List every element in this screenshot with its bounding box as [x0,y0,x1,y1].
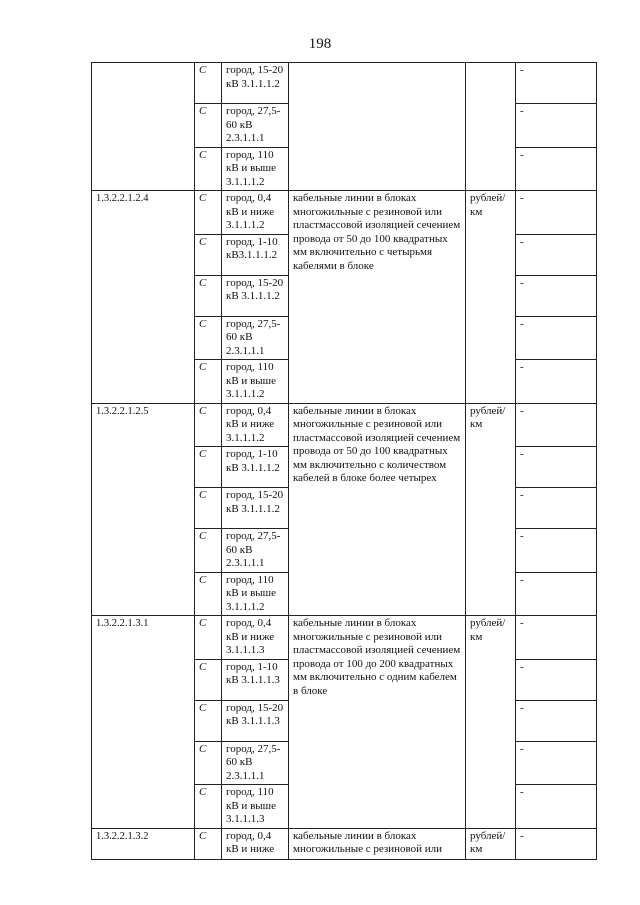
category-letter-cell: С [195,316,222,360]
category-letter-cell: С [195,700,222,741]
category-letter-cell: С [195,147,222,191]
tariff-code-cell: 1.3.2.2.1.2.5 [92,403,195,616]
category-letter-cell: С [195,275,222,316]
voltage-class-cell: город, 110 кВ и выше 3.1.1.1.2 [222,147,289,191]
voltage-class-cell: город, 15-20 кВ 3.1.1.1.2 [222,488,289,529]
category-letter-cell: С [195,447,222,488]
category-letter-cell: С [195,741,222,785]
category-letter-cell: С [195,659,222,700]
category-letter-cell: С [195,488,222,529]
voltage-class-cell: город, 27,5-60 кВ 2.3.1.1.1 [222,316,289,360]
category-letter-cell: С [195,572,222,616]
rate-value-cell: - [516,659,597,700]
line-description-cell: кабельные линии в блоках многожильные с резиновой или [289,828,466,859]
rate-value-cell: - [516,316,597,360]
voltage-class-cell: город, 1-10 кВ3.1.1.1.2 [222,234,289,275]
rate-value-cell: - [516,785,597,829]
voltage-class-cell: город, 1-10 кВ 3.1.1.1.2 [222,447,289,488]
page-number: 198 [308,36,332,52]
unit-cell: рублей/км [466,191,516,404]
voltage-class-cell: город, 0,4 кВ и ниже 3.1.1.1.2 [222,403,289,447]
category-letter-cell: С [195,191,222,235]
tariff-table-body [92,63,597,860]
unit-cell [466,63,516,191]
category-letter-cell: С [195,63,222,104]
category-letter-cell: С [195,360,222,404]
rate-value-cell: - [516,275,597,316]
table-row [92,616,597,660]
tariff-table [91,62,597,860]
rate-value-cell: - [516,828,597,859]
category-letter-cell: С [195,104,222,148]
tariff-code-cell: 1.3.2.2.1.3.1 [92,616,195,829]
unit-cell: рублей/км [466,828,516,859]
rate-value-cell: - [516,616,597,660]
voltage-class-cell: город, 27,5-60 кВ 2.3.1.1.1 [222,529,289,573]
rate-value-cell: - [516,488,597,529]
voltage-class-cell: город, 0,4 кВ и ниже [222,828,289,859]
category-letter-cell: С [195,616,222,660]
tariff-code-cell: 1.3.2.2.1.2.4 [92,191,195,404]
table-row [92,828,597,859]
table-row [92,191,597,235]
category-letter-cell: С [195,785,222,829]
line-description-cell: кабельные линии в блоках многожильные с резиновой или пластмассовой изоляцией сечением провода от 50 до 100 квадратных мм включительно с количеством кабелей в блоке более четырех [289,403,466,616]
voltage-class-cell: город, 0,4 кВ и ниже 3.1.1.1.2 [222,191,289,235]
rate-value-cell: - [516,741,597,785]
category-letter-cell: С [195,234,222,275]
voltage-class-cell: город, 27,5-60 кВ 2.3.1.1.1 [222,741,289,785]
tariff-code-cell: 1.3.2.2.1.3.2 [92,828,195,859]
rate-value-cell: - [516,234,597,275]
rate-value-cell: - [516,360,597,404]
table-row [92,63,597,104]
line-description-cell [289,63,466,191]
rate-value-cell: - [516,147,597,191]
rate-value-cell: - [516,403,597,447]
voltage-class-cell: город, 15-20 кВ 3.1.1.1.3 [222,700,289,741]
category-letter-cell: С [195,828,222,859]
voltage-class-cell: город, 27,5-60 кВ 2.3.1.1.1 [222,104,289,148]
tariff-code-cell [92,63,195,191]
line-description-cell: кабельные линии в блоках многожильные с резиновой или пластмассовой изоляцией сечением провода от 50 до 100 квадратных мм включительно с четырьмя кабелями в блоке [289,191,466,404]
line-description-cell: кабельные линии в блоках многожильные с резиновой или пластмассовой изоляцией сечением провода от 100 до 200 квадратных мм включительно с одним кабелем в блоке [289,616,466,829]
voltage-class-cell: город, 110 кВ и выше 3.1.1.1.2 [222,360,289,404]
category-letter-cell: С [195,403,222,447]
voltage-class-cell: город, 110 кВ и выше 3.1.1.1.3 [222,785,289,829]
rate-value-cell: - [516,104,597,148]
rate-value-cell: - [516,572,597,616]
unit-cell: рублей/км [466,616,516,829]
unit-cell: рублей/км [466,403,516,616]
category-letter-cell: С [195,529,222,573]
rate-value-cell: - [516,700,597,741]
voltage-class-cell: город, 15-20 кВ 3.1.1.1.2 [222,275,289,316]
rate-value-cell: - [516,191,597,235]
table-row [92,403,597,447]
rate-value-cell: - [516,63,597,104]
voltage-class-cell: город, 110 кВ и выше 3.1.1.1.2 [222,572,289,616]
voltage-class-cell: город, 1-10 кВ 3.1.1.1.3 [222,659,289,700]
rate-value-cell: - [516,447,597,488]
voltage-class-cell: город, 0,4 кВ и ниже 3.1.1.1.3 [222,616,289,660]
rate-value-cell: - [516,529,597,573]
voltage-class-cell: город, 15-20 кВ 3.1.1.1.2 [222,63,289,104]
